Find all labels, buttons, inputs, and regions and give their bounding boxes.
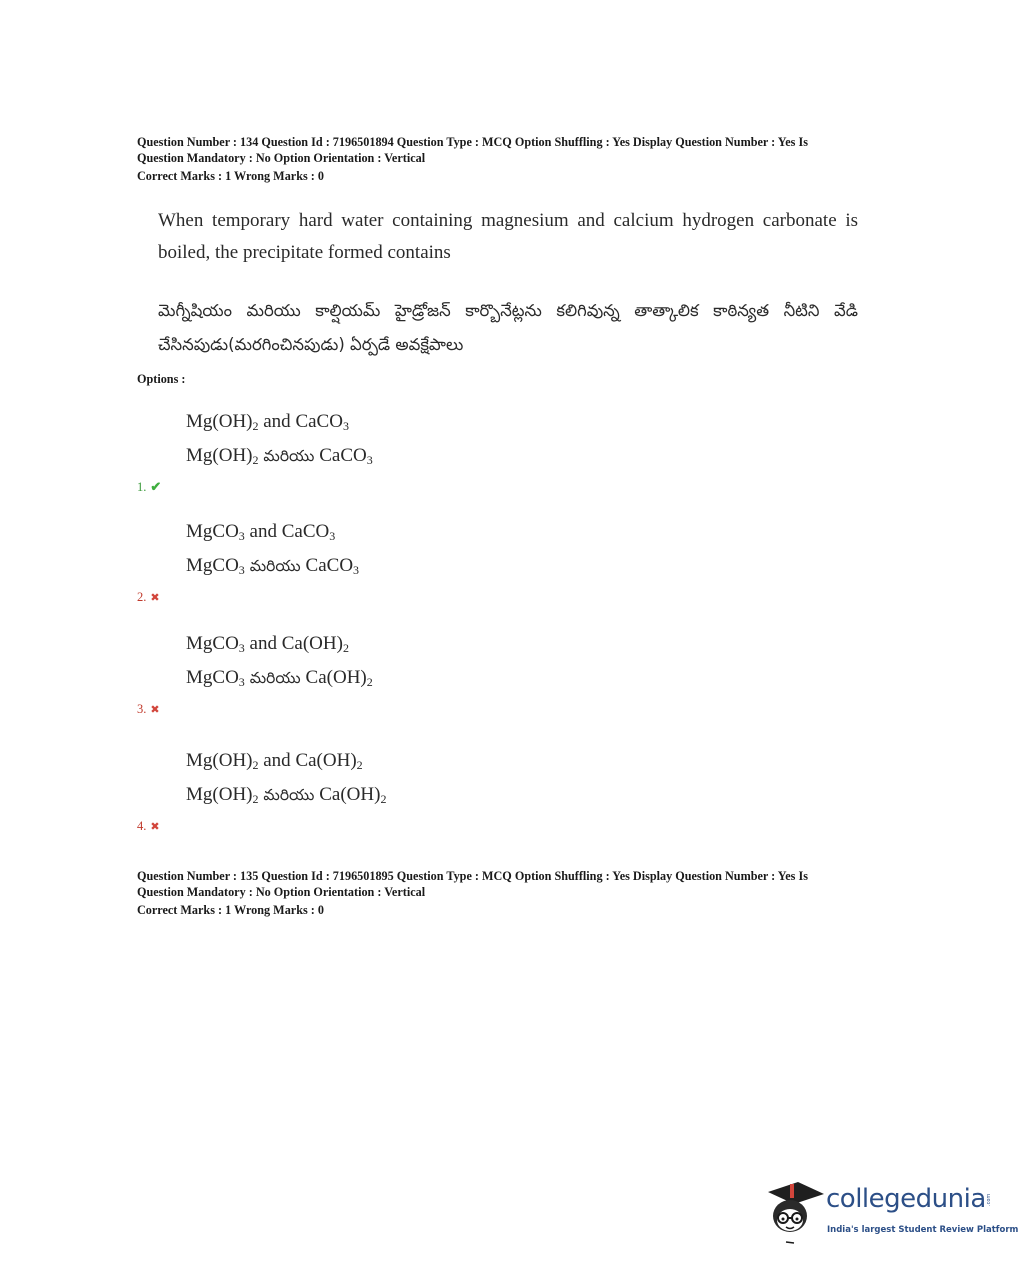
- option-3-telugu: MgCO$_3$ మరియు $Ca(OH)_2$: [186, 667, 373, 689]
- logo-brand-com: .com: [986, 1193, 992, 1206]
- option-4[interactable]: [137, 744, 857, 835]
- option-1-english: $Mg(OH)_2$ and CaCO$_3$: [186, 411, 349, 433]
- option-1[interactable]: [137, 405, 857, 495]
- logo-tagline: India's largest Student Review Platform: [827, 1225, 1019, 1235]
- option-3[interactable]: [137, 627, 857, 718]
- option-2-number: 2. ✖: [137, 590, 160, 604]
- question-135-header: [137, 868, 877, 918]
- question-135-meta-line-1: Question Number : 135 Question Id : 7196501895 Question Type : MCQ Option Shuffling : Yes Display Question Number : Yes Is: [137, 869, 808, 883]
- question-134-text-english: When temporary hard water containing magnesium and calcium hydrogen carbonate is boiled, the precipitate formed contains: [158, 210, 858, 263]
- option-1-telugu: $Mg(OH)_2$ మరియు CaCO$_3$: [186, 445, 373, 467]
- question-134-text-telugu: మెగ్నీషియం మరియు కాల్షియమ్ హైడ్రోజన్ కార్బొనేట్లను కలిగివున్న తాత్కాలిక కాఠిన్యత నీటిని వేడి చేసినపుడు(మరగించినపుడు) ఏర్పడే అవక్షేపాలు: [158, 301, 858, 354]
- options-label: Options :: [137, 372, 186, 386]
- question-134-header: [137, 134, 877, 184]
- question-135-marks: Correct Marks : 1 Wrong Marks : 0: [137, 903, 324, 917]
- question-134-marks: Correct Marks : 1 Wrong Marks : 0: [137, 169, 324, 183]
- cross-icon: ✖: [150, 821, 160, 833]
- option-1-number: 1. ✔: [137, 479, 162, 494]
- cross-icon: ✖: [150, 704, 160, 716]
- mascot-icon: [764, 1176, 826, 1246]
- cross-icon: ✖: [150, 592, 160, 604]
- option-2-telugu: MgCO$_3$ మరియు CaCO$_3$: [186, 555, 360, 577]
- option-4-number: 4. ✖: [137, 819, 160, 833]
- option-3-number: 3. ✖: [137, 702, 160, 716]
- logo-brand-name: collegedunia: [826, 1184, 986, 1214]
- option-2-english: MgCO$_3$ and CaCO$_3$: [186, 521, 336, 543]
- question-134-meta-line-1: Question Number : 134 Question Id : 7196501894 Question Type : MCQ Option Shuffling : Yes Display Question Number : Yes Is: [137, 135, 808, 149]
- collegedunia-logo[interactable]: [764, 1176, 1019, 1246]
- option-4-telugu: $Mg(OH)_2$ మరియు $Ca(OH)_2$: [186, 784, 387, 806]
- question-135-meta-line-2: Question Mandatory : No Option Orientation : Vertical: [137, 885, 426, 899]
- option-4-english: $Mg(OH)_2$ and $Ca(OH)_2$: [186, 750, 363, 772]
- option-2[interactable]: [137, 515, 857, 606]
- check-icon: ✔: [150, 479, 162, 494]
- option-3-english: MgCO$_3$ and $Ca(OH)_2$: [186, 633, 349, 655]
- question-134-meta-line-2: Question Mandatory : No Option Orientation : Vertical: [137, 151, 426, 165]
